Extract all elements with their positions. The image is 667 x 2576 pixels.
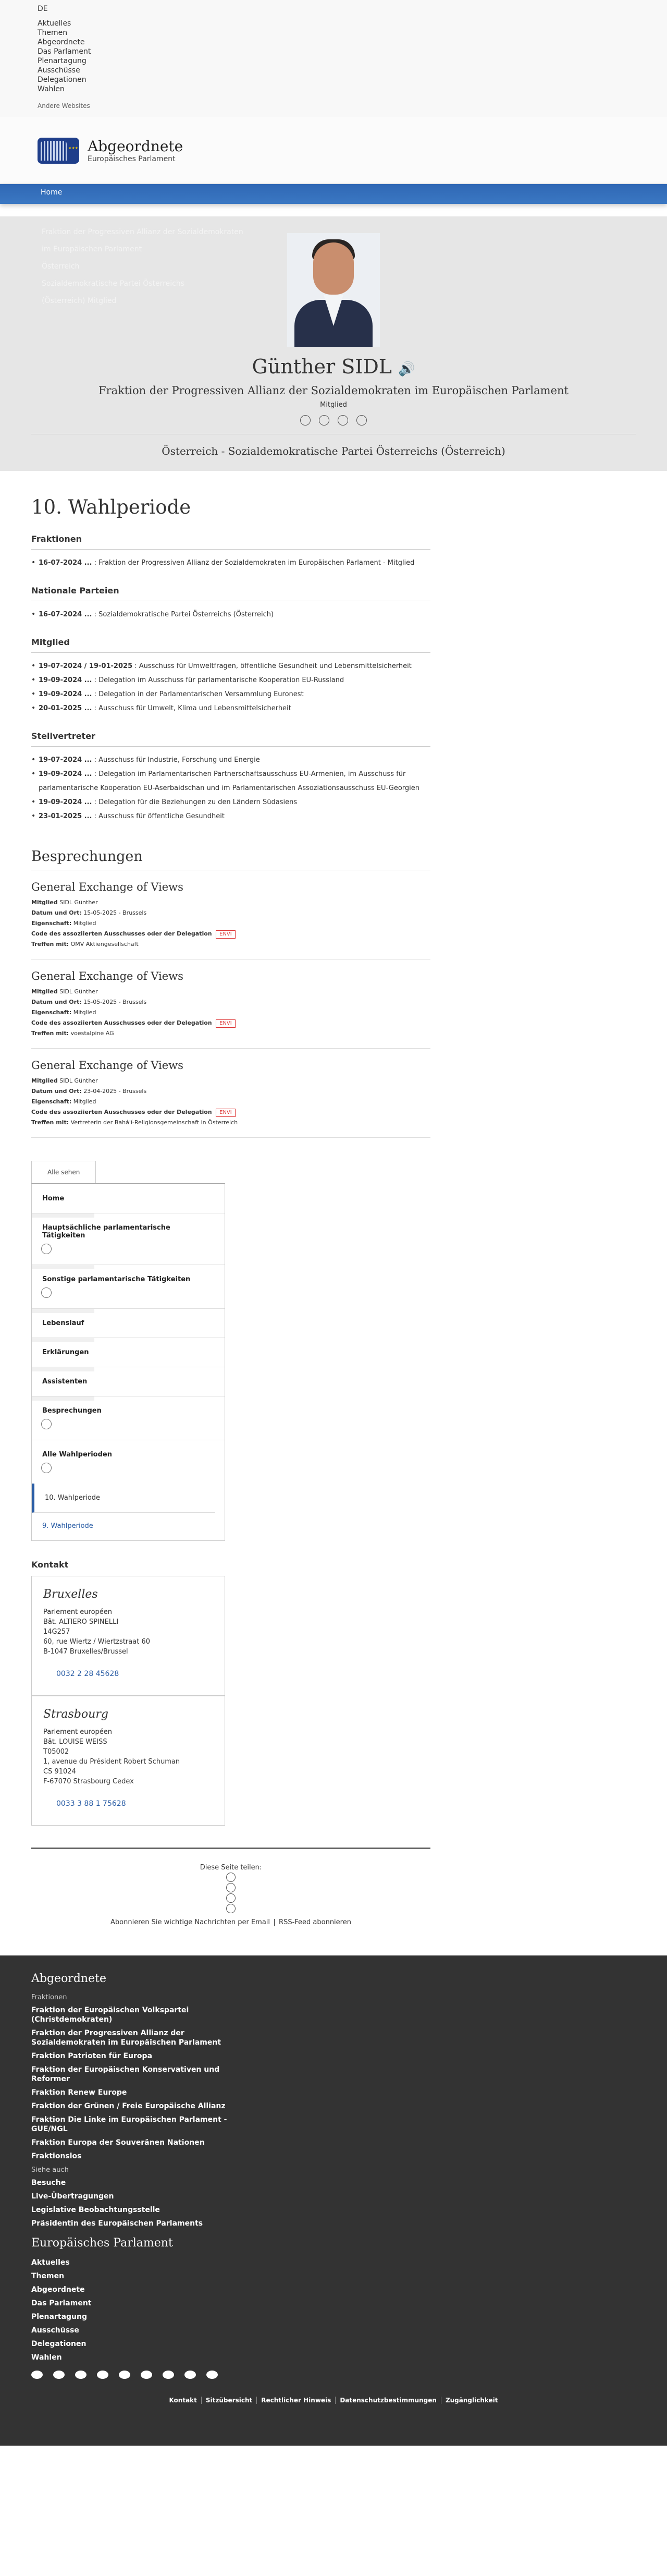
footer-link[interactable]: Fraktion Patrioten für Europa	[31, 2052, 153, 2060]
footer-link[interactable]: Aktuelles	[31, 2258, 70, 2267]
footer-link[interactable]: Fraktion Renew Europe	[31, 2088, 127, 2097]
instagram-icon[interactable]	[75, 2371, 87, 2379]
meeting-title[interactable]: General Exchange of Views	[31, 970, 183, 982]
footer-link[interactable]: Fraktion der Europäischen Volkspartei (Christdemokraten)	[31, 2006, 189, 2024]
meeting-item: General Exchange of Views Mitglied SIDL Günther Datum und Ort: 15-05-2025 - Brussels Eigenschaft: Mitglied Code des assoziierten Ausschusses oder der Delegation ENVI Treffen mit: voestalpine AG	[31, 959, 430, 1049]
footer-legal-link[interactable]: Datenschutzbestimmungen	[335, 2397, 441, 2404]
parliament-logo[interactable]	[38, 138, 79, 164]
topmenu-item-plenartagung[interactable]: Plenartagung	[38, 57, 87, 65]
sidenav-all-terms[interactable]: Alle Wahlperioden	[32, 1440, 225, 1484]
section-stellvertreter	[31, 731, 438, 823]
list-item: • 23-01-2025 ... : Ausschuss für öffentliche Gesundheit	[31, 809, 430, 823]
footer-legal-link[interactable]: Zugänglichkeit	[441, 2397, 502, 2404]
twitter-icon[interactable]	[356, 415, 367, 426]
hidden-profile-text: Fraktion der Progressiven Allianz der Sozialdemokraten im Europäischen Parlament Österreich Sozialdemokratische Partei Österreichs (Österreich) Mitglied	[42, 228, 243, 305]
rss-feed-link[interactable]: RSS-Feed abonnieren	[279, 1918, 351, 1926]
footer-legal-links	[31, 2397, 636, 2404]
footer-link[interactable]: Besuche	[31, 2179, 66, 2187]
meeting-title[interactable]: General Exchange of Views	[31, 1059, 183, 1072]
list-item: • 19-09-2024 ... : Delegation für die Beziehungen zu den Ländern Südasiens	[31, 795, 430, 809]
footer-legal-link[interactable]: Sitzübersicht	[201, 2397, 256, 2404]
section-fraktionen	[31, 534, 438, 570]
footer-link[interactable]: Fraktionslos	[31, 2152, 82, 2160]
sidenav-declarations[interactable]: Erklärungen	[32, 1338, 225, 1367]
contact-card-strasbourg: Strasbourg Parlement européen Bât. LOUISE WEISS T05002 1, avenue du Président Robert Schuman CS 91024 F-67070 Strasbourg Cedex 0033 3 88 1 75628	[31, 1696, 225, 1826]
footer-link[interactable]: Legislative Beobachtungsstelle	[31, 2206, 160, 2214]
contact-city: Strasbourg	[43, 1708, 108, 1721]
sidenav-home[interactable]: Home	[32, 1184, 225, 1213]
share-linkedin-icon[interactable]	[226, 1893, 236, 1903]
footer-link[interactable]: Themen	[31, 2272, 65, 2280]
sidenav-meetings[interactable]: Besprechungen	[32, 1396, 225, 1440]
subscribe-email-link[interactable]: Abonnieren Sie wichtige Nachrichten per Email	[110, 1918, 270, 1926]
linkedin-icon[interactable]	[97, 2371, 108, 2379]
list-item: • 16-07-2024 ... : Sozialdemokratische Partei Österreichs (Österreich)	[31, 607, 430, 622]
section-mitglied	[31, 637, 438, 715]
meeting-item: General Exchange of Views Mitglied SIDL Günther Datum und Ort: 23-04-2025 - Brussels Eigenschaft: Mitglied Code des assoziierten Ausschusses oder der Delegation ENVI Treffen mit: Vertreterin der Bahá'í-Religionsgemeinschaft in Österreich	[31, 1049, 430, 1138]
footer-link[interactable]: Delegationen	[31, 2340, 87, 2348]
topmenu-item-wahlen[interactable]: Wahlen	[38, 85, 65, 93]
share-section	[31, 1848, 430, 1926]
snapchat-icon[interactable]	[206, 2371, 218, 2379]
sidenav-current-term[interactable]: 10. Wahlperiode	[32, 1484, 215, 1513]
committee-code-badge[interactable]: ENVI	[216, 1109, 236, 1117]
footer-link[interactable]: Fraktion der Progressiven Allianz der Sozialdemokraten im Europäischen Parlament	[31, 2029, 221, 2047]
footer-social-links	[31, 2371, 636, 2381]
share-facebook-icon[interactable]	[226, 1873, 236, 1882]
phone-link[interactable]: 0033 3 88 1 75628	[56, 1797, 127, 1811]
collapse-icon[interactable]	[41, 1463, 52, 1473]
nav-home-link[interactable]: Home	[41, 188, 63, 197]
meeting-item: General Exchange of Views Mitglied SIDL Günther Datum und Ort: 15-05-2025 - Brussels Eigenschaft: Mitglied Code des assoziierten Ausschusses oder der Delegation ENVI Treffen mit: OMV Aktiengesellschaft	[31, 870, 430, 959]
expand-icon[interactable]	[41, 1244, 52, 1254]
sidenav-other-activities[interactable]: Sonstige parlamentarische Tätigkeiten	[32, 1265, 225, 1309]
contact-card-bruxelles: Bruxelles Parlement européen Bât. ALTIERO SPINELLI 14G257 60, rue Wiertz / Wiertzstraat 60 B-1047 Bruxelles/Brussel 0032 2 28 45628	[31, 1576, 225, 1696]
email-icon[interactable]	[300, 415, 311, 426]
topmenu-item-aktuelles[interactable]: Aktuelles	[38, 19, 71, 28]
footer-legal-link[interactable]: Rechtlicher Hinweis	[256, 2397, 335, 2404]
site-header	[0, 117, 667, 184]
meeting-title[interactable]: General Exchange of Views	[31, 881, 183, 893]
see-all-button[interactable]: Alle sehen	[31, 1161, 96, 1183]
youtube-icon[interactable]	[119, 2371, 130, 2379]
footer-link[interactable]: Fraktion der Grünen / Freie Europäische Allianz	[31, 2102, 226, 2110]
footer-link[interactable]: Plenartagung	[31, 2313, 87, 2321]
phone-link[interactable]: 0032 2 28 45628	[56, 1667, 119, 1681]
list-item: • 16-07-2024 ... : Fraktion der Progressiven Allianz der Sozialdemokraten im Europäischen Parlament - Mitglied	[31, 556, 430, 570]
facebook-icon[interactable]	[31, 2371, 43, 2379]
sidenav-main-activities[interactable]: Hauptsächliche parlamentarische Tätigkeiten	[32, 1213, 225, 1265]
topmenu-item-abgeordnete[interactable]: Abgeordnete	[38, 38, 85, 46]
list-item: • 19-09-2024 ... : Delegation im Parlamentarischen Partnerschaftsausschuss EU-Armenien, im Ausschuss für parlamentarische Kooperation EU-Aserbaidschan und im Parlamentarischen Assoziationsausschuss EU-Georgien	[31, 767, 430, 795]
site-title[interactable]: Abgeordnete	[88, 138, 183, 155]
sidenav-previous-term[interactable]: 9. Wahlperiode	[42, 1522, 93, 1530]
social-links	[31, 415, 636, 428]
site-footer: Abgeordnete Fraktionen Fraktion der Europäischen Volkspartei (Christdemokraten) Fraktion der Progressiven Allianz der Sozialdemokraten im Europäischen Parlament Fraktion Patrioten für Europa Fraktion der Europäischen Konservativen und Reformer Fraktion Renew Europe Fraktion der Grünen / Freie Europäische Allianz Fraktion Die Linke im Europäischen Parlament - GUE/NGL Fraktion Europa der Souveränen Nationen Fraktionslos Siehe auch Besuche Live-Übertragungen Legislative Beobachtungsstelle Präsidentin des Europäischen Parlaments Europäisches Parlament Aktuelles Themen Abgeordnete Das Parlament Plenartagung Ausschüsse Delegationen Wahlen Kontakt Sitzübersicht Rechtlicher Hinweis Datenschutzbestimmungen Zugänglichkeit	[0, 1955, 667, 2446]
meetings-title: Besprechungen	[31, 848, 430, 870]
main-content	[0, 471, 469, 1826]
mep-country-party: Österreich - Sozialdemokratische Partei Österreichs (Österreich)	[162, 445, 505, 457]
footer-link[interactable]: Das Parlament	[31, 2299, 92, 2307]
footer-ep-title: Europäisches Parlament	[31, 2237, 173, 2250]
topmenu-item-themen[interactable]: Themen	[38, 29, 68, 37]
website-icon[interactable]	[319, 415, 329, 426]
share-label: Diese Seite teilen:	[200, 1864, 262, 1872]
site-subtitle: Europäisches Parlament	[88, 155, 176, 163]
topmenu-item-parlament[interactable]: Das Parlament	[38, 47, 91, 56]
section-title: Stellvertreter	[31, 731, 430, 747]
footer-link[interactable]: Präsidentin des Europäischen Parlaments	[31, 2219, 203, 2228]
section-title: Mitglied	[31, 637, 430, 653]
contact-city: Bruxelles	[43, 1588, 98, 1601]
committee-code-badge[interactable]: ENVI	[216, 1019, 236, 1028]
expand-icon[interactable]	[41, 1287, 52, 1298]
footer-link[interactable]: Abgeordnete	[31, 2286, 85, 2294]
mep-political-group: Fraktion der Progressiven Allianz der Sozialdemokraten im Europäischen Parlament	[98, 384, 569, 397]
list-item: • 19-09-2024 ... : Delegation im Ausschuss für parlamentarische Kooperation EU-Russland	[31, 673, 430, 687]
list-item: • 19-09-2024 ... : Delegation in der Parlamentarischen Versammlung Euronest	[31, 687, 430, 701]
mep-photo	[287, 233, 380, 347]
footer-link[interactable]: Fraktion Europa der Souveränen Nationen	[31, 2138, 205, 2147]
main-nav	[0, 184, 667, 204]
share-email-icon[interactable]	[226, 1904, 236, 1913]
meetings-section	[31, 848, 438, 1183]
footer-legal-link[interactable]: Kontakt	[169, 2397, 197, 2404]
footer-link[interactable]: Live-Übertragungen	[31, 2192, 114, 2201]
list-item: • 20-01-2025 ... : Ausschuss für Umwelt, Klima und Lebensmittelsicherheit	[31, 701, 430, 715]
sidenav-assistants[interactable]: Assistenten	[32, 1367, 225, 1396]
flickr-icon[interactable]	[141, 2371, 152, 2379]
footer-link[interactable]: Wahlen	[31, 2353, 62, 2362]
twitter-icon[interactable]	[53, 2371, 65, 2379]
profile-side-nav	[31, 1183, 225, 1541]
topmenu-item-delegationen[interactable]: Delegationen	[38, 76, 87, 84]
term-title: 10. Wahlperiode	[31, 496, 191, 518]
committee-code-badge[interactable]: ENVI	[216, 930, 236, 939]
pinterest-icon[interactable]	[163, 2371, 174, 2379]
mep-role: Mitglied	[320, 401, 347, 409]
pronunciation-speaker-icon[interactable]: 🔊	[398, 361, 415, 377]
topmenu-item-ausschuesse[interactable]: Ausschüsse	[38, 66, 80, 75]
section-title: Fraktionen	[31, 534, 430, 550]
list-item: • 19-07-2024 ... : Ausschuss für Industrie, Forschung und Energie	[31, 753, 430, 767]
other-websites-link[interactable]: Andere Websites	[38, 102, 90, 110]
footer-title: Abgeordnete	[31, 1972, 106, 1985]
footer-link[interactable]: Ausschüsse	[31, 2326, 79, 2335]
top-menu	[0, 0, 667, 117]
share-twitter-icon[interactable]	[226, 1883, 236, 1892]
section-parteien	[31, 586, 438, 622]
mep-name: Günther SIDL 🔊	[252, 355, 415, 378]
section-title: Nationale Parteien	[31, 586, 430, 601]
contact-title: Kontakt	[31, 1560, 69, 1570]
footer-link[interactable]: Fraktion Die Linke im Europäischen Parlament - GUE/NGL	[31, 2116, 227, 2133]
list-item: • 19-07-2024 / 19-01-2025 : Ausschuss für Umweltfragen, öffentliche Gesundheit und Lebensmittelsicherheit	[31, 659, 430, 673]
mep-profile-header	[0, 216, 667, 471]
facebook-icon[interactable]	[338, 415, 348, 426]
footer-link[interactable]: Fraktion der Europäischen Konservativen und Reformer	[31, 2065, 220, 2083]
sidenav-cv[interactable]: Lebenslauf	[32, 1309, 225, 1338]
reddit-icon[interactable]	[184, 2371, 196, 2379]
contact-section	[31, 1560, 438, 1826]
expand-icon[interactable]	[41, 1419, 52, 1429]
language-selector[interactable]: DE	[38, 5, 48, 13]
